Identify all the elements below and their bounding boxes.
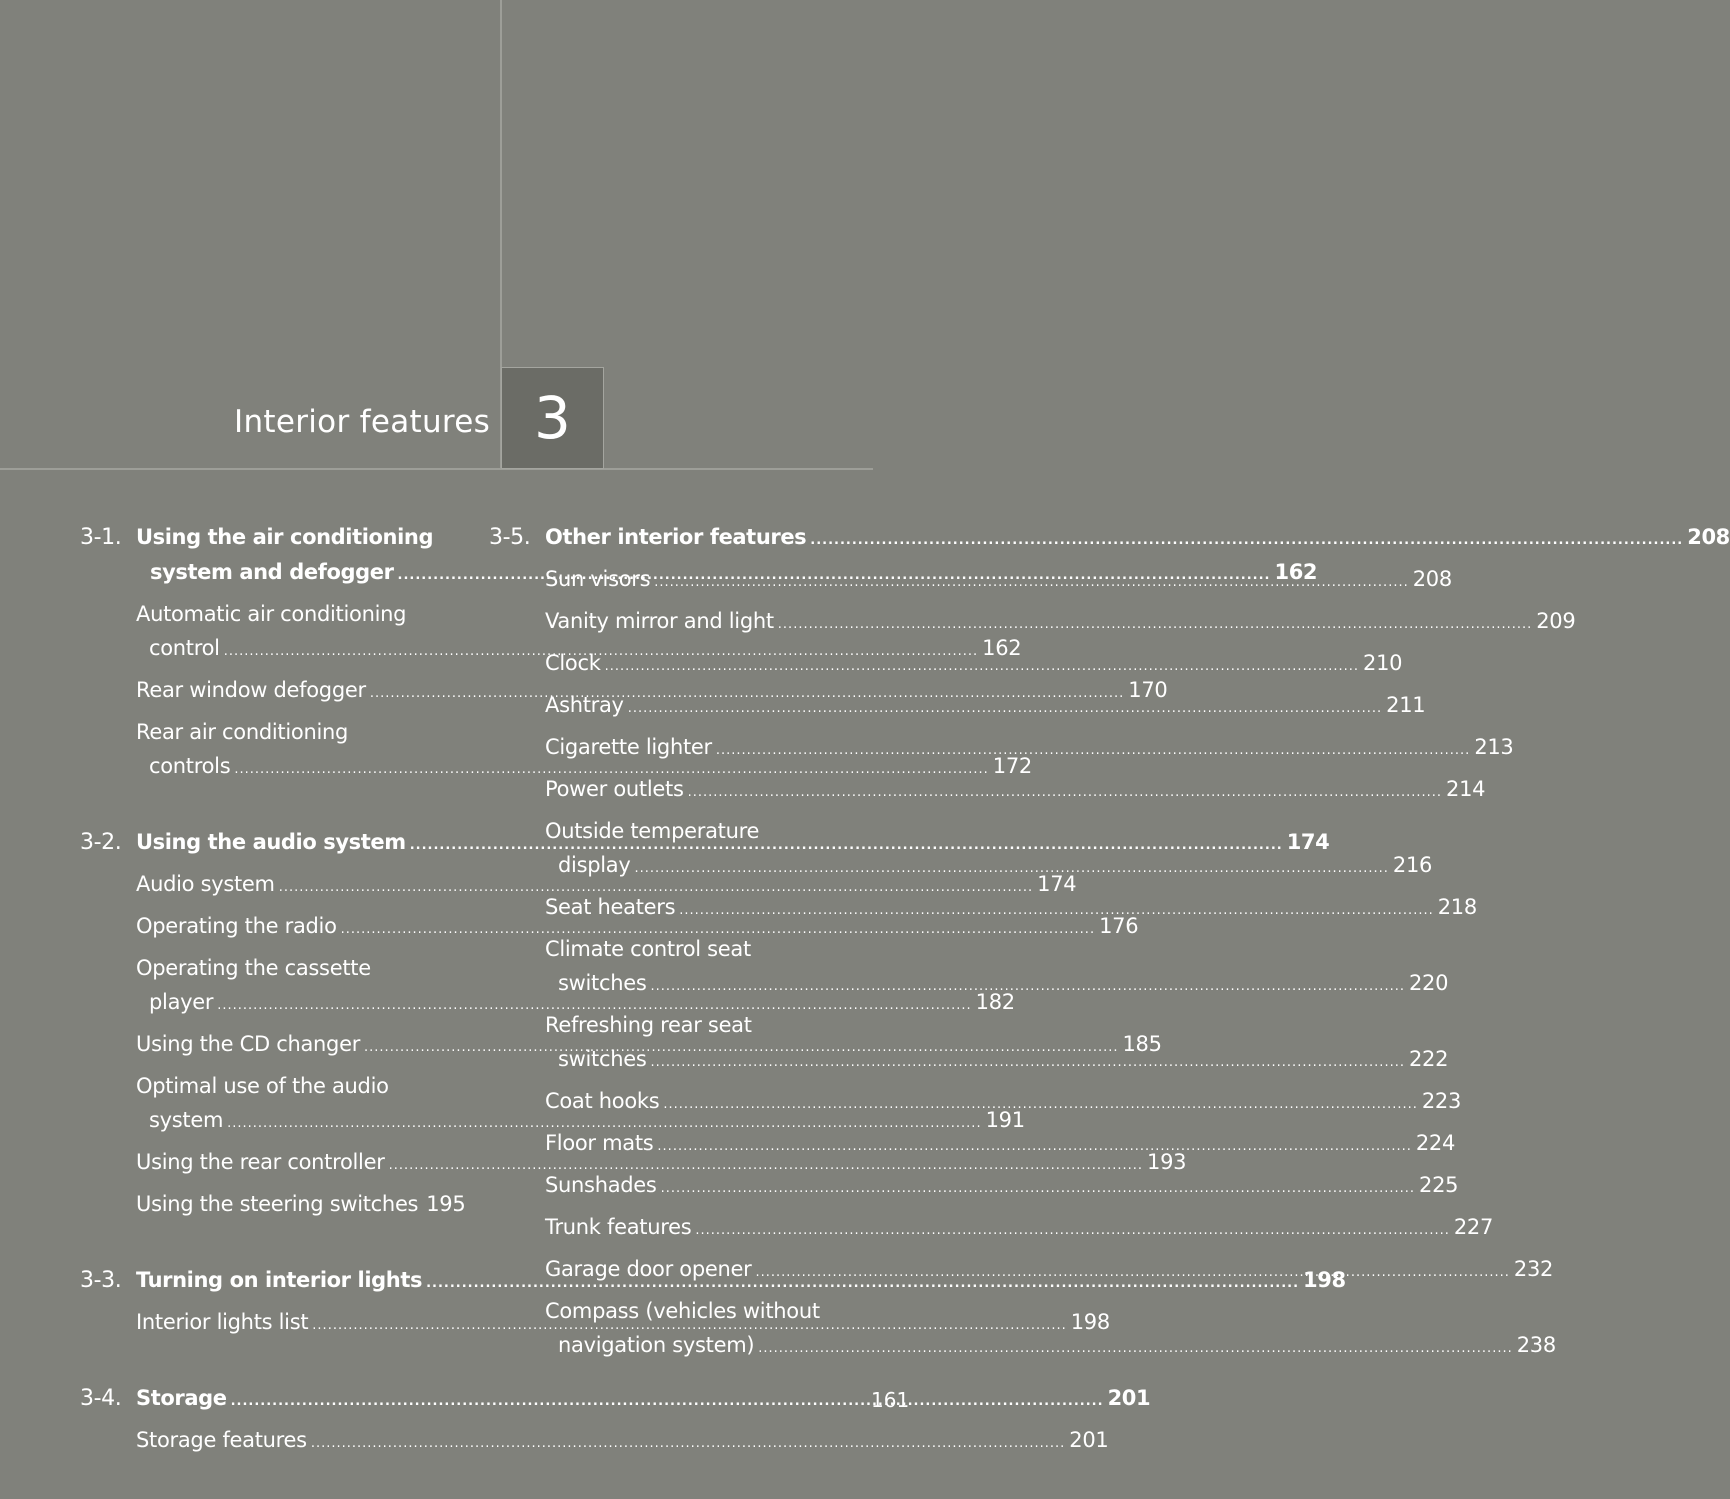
toc-label: Floor mats [545,1131,654,1155]
toc-label: Garage door opener [545,1257,752,1281]
toc-row[interactable] [545,772,1486,810]
toc-page: 210 [1363,651,1403,675]
toc-page: 172 [992,754,1032,778]
section-title [545,520,1730,558]
toc-row[interactable] [545,1210,1494,1248]
toc-label: Audio system [136,872,275,896]
toc-page: 182 [975,990,1015,1014]
page-number: 161 [871,1388,910,1412]
toc-row[interactable] [136,867,1077,905]
section-number: 3-1. [80,525,122,550]
toc-label: switches [558,971,647,995]
toc-page: 224 [1415,1131,1456,1155]
toc-label: display [558,853,631,877]
toc-item-line: Compass (vehicles without [545,1299,820,1323]
toc-item-line: Optimal use of the audio [136,1074,389,1098]
chapter-number-box [501,367,604,469]
toc-label: Using the steering switches [136,1192,419,1216]
toc-label: Storage [136,1386,227,1410]
toc-label: system and defogger [150,560,394,584]
toc-page: 195 [426,1192,466,1216]
toc-page: 193 [1147,1150,1187,1174]
toc-page: 211 [1386,693,1426,717]
toc-page: 174 [1037,872,1077,896]
toc-page: 216 [1392,853,1433,877]
toc-page: 223 [1421,1089,1462,1113]
dot-leader [663,1088,1417,1122]
dot-leader [657,1130,1411,1164]
toc-label: Operating the radio [136,914,337,938]
dot-leader [688,776,1442,810]
toc-page: 198 [1303,1268,1346,1292]
toc-page: 191 [985,1108,1025,1132]
toc-label: system [149,1108,224,1132]
dot-leader [661,1172,1415,1206]
toc-item[interactable] [545,1168,1459,1206]
toc-row[interactable] [545,520,1730,558]
section-number: 3-4. [80,1386,122,1411]
toc-page: 218 [1437,895,1477,919]
toc-page: 213 [1474,735,1514,759]
toc-label: navigation system) [558,1333,755,1357]
toc-label: Sun visors [545,567,651,591]
toc-label: switches [558,1047,647,1071]
toc-label: Trunk features [545,1215,692,1239]
chapter-number: 3 [534,384,571,452]
dot-leader [651,970,1405,1004]
toc-item-line: Automatic air conditioning [136,602,407,626]
dot-leader [634,852,1388,886]
section-heading[interactable] [489,520,1730,558]
toc-row[interactable] [136,909,1139,947]
toc-page: 238 [1516,1333,1556,1357]
toc-item-line: Climate control seat [545,937,751,961]
toc-page: 208 [1412,567,1452,591]
toc-label: Interior lights list [136,1310,309,1334]
toc-row[interactable] [545,604,1576,642]
toc-page: 208 [1687,525,1730,549]
section-number: 3-5. [489,525,531,550]
toc-label: Other interior features [545,525,807,549]
dot-leader [628,692,1382,726]
toc-item[interactable] [136,1145,1187,1183]
toc-page: 227 [1453,1215,1494,1239]
dot-leader [679,894,1433,928]
toc-row[interactable] [136,1145,1187,1183]
toc-page: 201 [1107,1386,1151,1410]
toc-item[interactable] [136,1423,1109,1461]
toc-label: Ashtray [545,693,624,717]
toc-label: controls [149,754,231,778]
toc-label: control [149,636,220,660]
section-number: 3-2. [80,830,122,855]
toc-item[interactable] [136,867,1077,905]
toc-page: 185 [1122,1032,1162,1056]
toc-page: 209 [1536,609,1576,633]
toc-label: Coat hooks [545,1089,660,1113]
chapter-title: Interior features [234,404,491,440]
toc-label: Using the CD changer [136,1032,361,1056]
toc-page: 222 [1408,1047,1449,1071]
dot-leader [755,1256,1509,1290]
toc-item-line: Refreshing rear seat [545,1013,752,1037]
toc-page: 162 [1274,560,1318,584]
toc-page: 232 [1513,1257,1554,1281]
toc-page: 162 [982,636,1022,660]
toc-row[interactable] [136,1423,1109,1461]
dot-leader [716,734,1470,768]
toc-page: 220 [1408,971,1449,995]
toc-label: Storage features [136,1428,307,1452]
toc-label: Sunshades [545,1173,657,1197]
toc-label: Turning on interior lights [136,1268,423,1292]
toc-page: 198 [1070,1310,1110,1334]
toc-item[interactable] [545,604,1576,642]
dot-leader [605,650,1359,684]
toc-item[interactable] [545,1210,1494,1248]
toc-row[interactable] [136,1187,466,1225]
toc-item[interactable] [545,772,1486,810]
toc-row[interactable] [545,1168,1459,1206]
toc-page: 225 [1419,1173,1459,1197]
toc-label: Clock [545,651,601,675]
toc-label: Vanity mirror and light [545,609,774,633]
toc-item[interactable] [136,1187,466,1225]
toc-item-line: Operating the cassette [136,956,371,980]
toc-label: Seat heaters [545,895,676,919]
dot-leader [651,1046,1405,1080]
toc-item-line: Outside temperature [545,819,760,843]
toc-label: Using the audio system [136,830,406,854]
toc-page: 170 [1128,678,1168,702]
toc-label: player [149,990,214,1014]
toc-row[interactable] [136,749,1032,787]
toc-label: Power outlets [545,777,684,801]
toc-row[interactable] [136,1103,1025,1141]
dot-leader [654,566,1408,600]
dot-leader [778,608,1532,642]
section-number: 3-3. [80,1268,122,1293]
section-items [80,1423,1109,1461]
toc-row[interactable] [136,985,1015,1023]
toc-page: 174 [1286,830,1330,854]
toc-label: Cigarette lighter [545,735,712,759]
dot-leader [311,1427,1065,1461]
toc-page: 214 [1446,777,1486,801]
toc-page: 201 [1069,1428,1109,1452]
horizontal-rule [0,468,873,470]
toc-label: Using the rear controller [136,1150,385,1174]
toc-item[interactable] [136,909,1139,947]
dot-leader [758,1332,1512,1366]
dot-leader [695,1214,1449,1248]
dot-leader [810,523,1683,558]
toc-label: Rear window defogger [136,678,366,702]
toc-item-line: Rear air conditioning [136,720,349,744]
toc-page: 176 [1099,914,1139,938]
section-title-line: Using the air conditioning [136,525,434,549]
toc-row[interactable] [545,1328,1556,1366]
